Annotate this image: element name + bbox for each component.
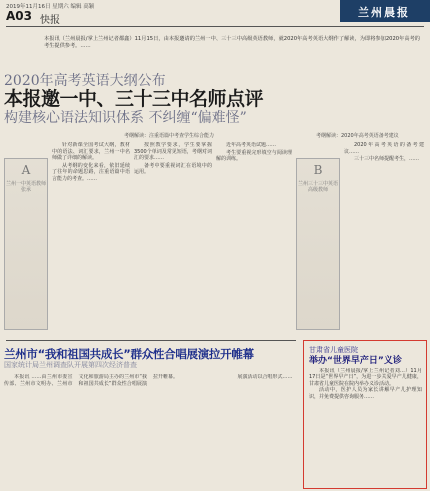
paragraph: 活动中，医护人员为家长讲解早产儿护理知识，并免费提供咨询服务…… <box>309 387 422 400</box>
intro-paragraph: 本报讯（兰州晨报/掌上兰州记者都鑫）11月15日，由本报邀请的兰州一中、三十三中高级英语教师，就2020年高考英语大纲作了解读，为即将参加2020年高考的考生提供参考。…… <box>44 36 420 49</box>
masthead-logo: 兰州晨报 <box>340 0 430 22</box>
article-column-3 <box>216 142 292 338</box>
headline-subtitle: 构建核心语法知识体系 不纠缠“偏难怪” <box>4 110 247 126</box>
paragraph: 2020年高考英语的备考建议…… <box>344 142 424 155</box>
portrait-caption: 兰州一中英语教师 张承 <box>5 181 46 193</box>
paragraph: 展演活动以合唱形式…… <box>237 374 293 380</box>
section-name: 快报 <box>40 15 60 26</box>
teacher-portrait-b <box>296 158 340 330</box>
lower-article-subtitle: 国家统计局兰州调查队开展第四次经济普查 <box>4 361 137 369</box>
teacher-portrait-a <box>4 158 48 330</box>
paragraph: 备考中要重视词汇在语境中的运用。 <box>134 162 212 176</box>
article-column-2 <box>134 142 212 338</box>
lower-article-body <box>4 374 296 486</box>
paragraph: 针对新课全国考试大纲，教材中的语法、词汇要求，兰州一中名师做了详细的解读。 <box>52 142 130 162</box>
lower-article-title: 兰州市“我和祖国共成长”群众性合唱展演拉开帷幕 <box>4 347 254 361</box>
paragraph: 三十三中名师提醒考生，…… <box>354 156 420 163</box>
headline-main: 本报邀一中、三十三中名师点评 <box>4 88 264 110</box>
headline-kicker: 2020年高考英语大纲公布 <box>4 73 166 89</box>
article-column-4 <box>344 142 424 338</box>
paragraph: 本报讯（兰州晨报/掌上兰州记者刘...）11月17日是“世界早产日”，为进一步关爱早产儿健康，甘肃省儿童医院在院内举办义诊活动。 <box>309 368 422 387</box>
portrait-letter: B <box>313 163 323 177</box>
section-bylines <box>4 132 426 140</box>
article-column-1 <box>52 142 130 338</box>
byline-left: 考纲解读：注重语篇中考查学生综合能力 <box>124 133 215 139</box>
divider <box>6 26 424 27</box>
paragraph: 本报讯 ……由兰州市委宣传部、兰州市文明办、兰州市文化和旅游局主办的兰州市“我和祖国共成长”群众性合唱展演拉开帷幕。 <box>4 374 179 387</box>
page-number: A03 <box>6 9 32 23</box>
box-title: 举办“世界早产日”义诊 <box>309 356 402 366</box>
portrait-letter: A <box>21 163 31 177</box>
paragraph: 近年高考英语试题…… <box>226 142 277 148</box>
byline-right: 考纲解读：2020年高考英语备考建议 <box>316 133 399 139</box>
paragraph: 按照教学要求，学生要掌握3500个单词及常见短语，考纲对词汇的要求…… <box>134 142 212 162</box>
divider <box>6 340 296 341</box>
paragraph: 从考纲的变化来看，依旧延续了往年的命题思路，注重语篇中语言能力的考查。…… <box>52 162 130 182</box>
box-kicker: 甘肃省儿童医院 <box>309 346 358 354</box>
highlighted-news-box <box>303 340 427 489</box>
paragraph: 考生要重视完形填空与阅读理解的训练。 <box>216 149 292 163</box>
portrait-caption: 兰州三十三中英语高级教师 <box>297 181 338 193</box>
box-body <box>309 368 422 484</box>
page-header <box>0 0 430 26</box>
dateline: 2019年11月16日 星期六 编辑 高颖 <box>6 4 95 10</box>
